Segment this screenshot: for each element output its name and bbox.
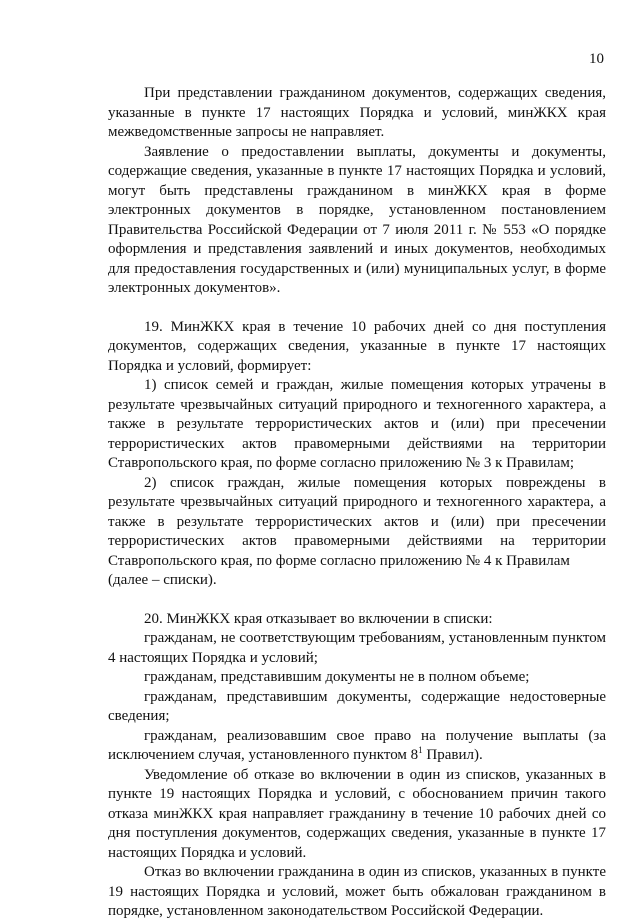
paragraph: При представлении гражданином документов, содержащих сведения, указанные в пункте 17 настоящих Порядка и условий, минЖКХ края межведомственные запросы не направляет. <box>108 85 606 140</box>
document-body <box>108 84 606 922</box>
list-item <box>108 727 606 766</box>
page-number: 10 <box>589 51 604 67</box>
paragraph: Уведомление об отказе во включении в один из списков, указанных в пункте 19 настоящих Порядка и условий, с обоснованием причин такого отказа минЖКХ края направляет гражданину в течение 10 рабочих дней со дня поступления документов, содержащих сведения, указанные в пункте 17 настоящих Порядка и условий. <box>108 766 606 861</box>
list-item: 2) список граждан, жилые помещения которых повреждены в результате чрезвычайных ситуаций природного и техногенного характера, а также в результате террористических актов и (или) при пресечении террористических актов правомерными действиями на территории Ставропольского края, по форме согласно приложению № 4 к Правилам <box>108 474 606 569</box>
list-item: 1) список семей и граждан, жилые помещения которых утрачены в результате чрезвычайных ситуаций природного и техногенного характера, а также в результате террористических актов и (или) при пресечении террористических актов правомерными действиями на территории Ставропольского края, по форме согласно приложению № 3 к Правилам; <box>108 377 606 471</box>
superscript: 1 <box>418 745 423 755</box>
paragraph: Заявление о предоставлении выплаты, документы и документы, содержащие сведения, указанные в пункте 17 настоящих Порядка и условий, могут быть представлены гражданином в минЖКХ края в форме электронных документов в порядке, установленном постановлением Правительства Российской Федерации от 7 июля 2011 г. № 553 «О порядке оформления и представления заявлений и иных документов, необходимых для предоставления государственных и (или) муниципальных услуг, в форме электронных документов». <box>108 143 606 296</box>
paragraph: (далее – списки). <box>108 572 217 588</box>
section-20-paragraph: 20. МинЖКХ края отказывает во включении в списки: <box>144 610 493 627</box>
section-19-paragraph: 19. МинЖКХ края в течение 10 рабочих дней со дня поступления документов, содержащих сведения, указанные в пункте 17 настоящих Порядка и условий, формирует: <box>108 318 606 374</box>
list-item: гражданам, представившим документы, содержащие недостоверные сведения; <box>108 688 606 724</box>
paragraph-gap <box>108 591 606 610</box>
text-run: Правил). <box>422 747 483 763</box>
list-item: гражданам, представившим документы не в полном объеме; <box>144 669 530 685</box>
paragraph: Отказ во включении гражданина в один из списков, указанных в пункте 19 настоящих Порядка и условий, может быть обжалован гражданином в порядке, установленном законодательством Российской Федерации. <box>108 864 606 919</box>
text-run: гражданам, реализовавшим свое право на получение выплаты (за исключением случая, установленного пунктом 8 <box>108 727 606 763</box>
list-item: гражданам, не соответствующим требованиям, установленным пунктом 4 настоящих Порядка и условий; <box>108 630 606 666</box>
paragraph-gap <box>108 299 606 318</box>
